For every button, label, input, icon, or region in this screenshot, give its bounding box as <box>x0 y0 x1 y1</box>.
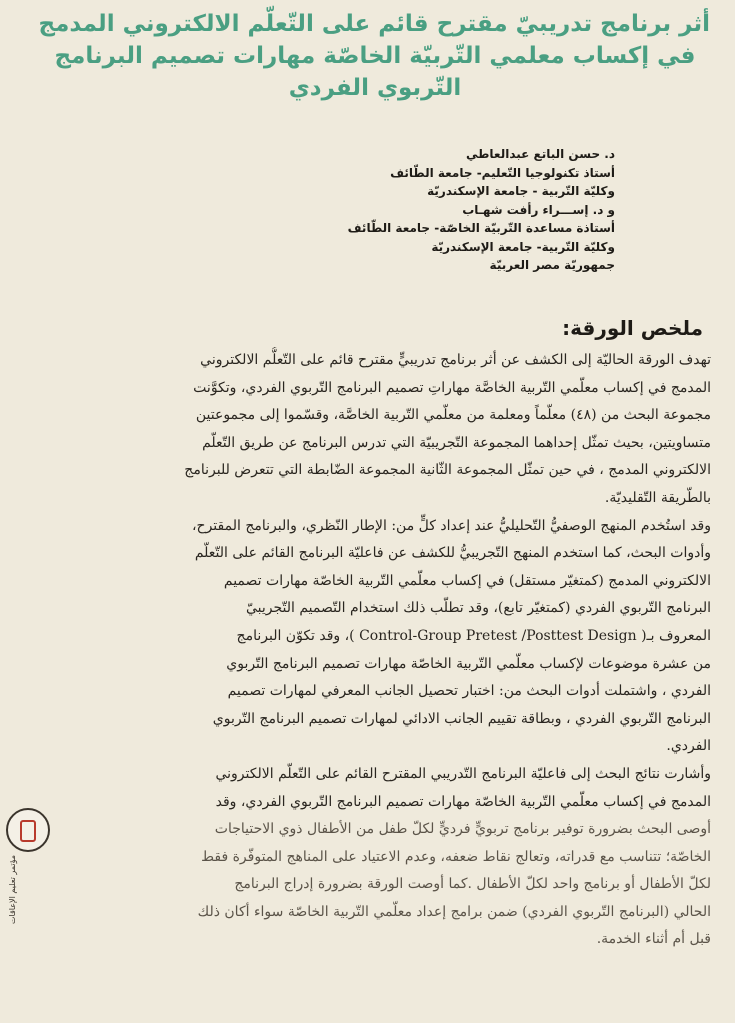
abstract-line: تهدف الورقة الحاليّة إلى الكشف عن أثر برنامج تدريبيٍّ مقترح قائم على التّعلُّم الالكتروني <box>200 352 711 368</box>
abstract-heading: ملخص الورقة: <box>562 316 703 340</box>
author-line: وكليّة التّربية - جامعة الإسكندريّة <box>427 184 615 198</box>
title-line: في إكساب معلمي التّربيّة الخاصّة مهارات تصميم البرنامج <box>54 43 696 69</box>
conference-logo-icon <box>6 808 50 852</box>
abstract-line: المعروف بـ( Control-Group Pretest /Posttest Design )، وقد تكوّن البرنامج <box>236 627 711 644</box>
title-line: التّربوي الفردي <box>288 75 462 101</box>
abstract-line: الالكتروني المدمج (كمتغيّر مستقل) في إكساب معلّمي التّربية الخاصّة مهارات تصميم <box>223 572 711 589</box>
author-block <box>95 145 615 275</box>
abstract-line: المدمج في إكساب معلّمي التّربية الخاصَّة مهاراتِ تصميم البرنامج التّربوي الفردي، وتكوَّنت <box>193 379 711 396</box>
abstract-body <box>43 347 711 954</box>
abstract-line: مجموعة البحث من (٤٨) معلّماً ومعلمة من معلّمي التّربية الخاصَّة، وقسّموا إلى مجموعتين <box>195 407 711 424</box>
author-line: وكليّة التّربية- جامعة الإسكندريّة <box>431 239 615 254</box>
abstract-line: الالكتروني المدمج ، في حين تمثّل المجموعة الثّانية المجموعة الضّابطة التي تتعرض للبرنامج <box>184 462 711 479</box>
author-line: جمهوريّة مصر العربيّة <box>489 258 615 272</box>
abstract-line: الفردي ، واشتملت أدوات البحث من: اختبار تحصيل الجانب المعرفي لمهارات تصميم <box>227 683 711 700</box>
title-line: أثر برنامج تدريبيّ مقترح قائم على التّعلّم الالكتروني المدمج <box>38 11 710 37</box>
spine-text: مؤتمر تعليم الإعاقات <box>8 855 17 925</box>
author-line: د. حسن الباتع عبدالعاطي <box>465 147 615 161</box>
abstract-line: الحالي (البرنامج التّربوي الفردي) ضمن برامج إعداد معلّمي التّربية الخاصّة سواء أكان ذلك <box>197 903 711 920</box>
abstract-line: وقد استُخدم المنهج الوصفيُّ التّحليليُّ عند إعداد كلٍّ من: الإطار النّظري، والبرنامج المقترح، <box>192 517 711 534</box>
abstract-line: أوصى البحث بضرورة توفير برنامج تربويٍّ فرديٍّ لكلّ طفل من الأطفال ذوي الاحتياجات <box>214 821 711 838</box>
abstract-line: البرنامج التّربوي الفردي (كمتغيّر تابع)، وقد تطلّب ذلك استخدام التّصميم التّجريبيّ <box>245 600 711 617</box>
abstract-line: قبل أم أثناء الخدمة. <box>596 931 711 948</box>
logo-mark-icon <box>20 820 36 842</box>
abstract-line: متساويتين، بحيث تمثّل إحداهما المجموعة التّجريبيّة التي تدرس البرنامج عن طريق التّعلّم <box>202 434 711 451</box>
author-line: و د. إســـراء رأفت شهـاب <box>462 202 615 217</box>
paper-title <box>40 8 710 104</box>
abstract-line: وأشارت نتائج البحث إلى فاعليّة البرنامج التّدريبي المقترح القائم على التّعلّم الالكتروني <box>215 765 711 782</box>
abstract-line: لكلّ الأطفال أو برنامج واحد لكلّ الأطفال .كما أوصت الورقة بضرورة إدراج البرنامج <box>234 876 711 893</box>
abstract-line: المدمج في إكساب معلّمي التّربية الخاصّة مهارات تصميم البرنامج التّربوي الفردي، وقد <box>215 793 711 810</box>
abstract-line: الفردي. <box>666 738 711 755</box>
abstract-line: بالطّريقة التّقليديّة. <box>604 489 711 506</box>
abstract-line: الخاصّة؛ تتناسب مع قدراته، وتعالج نقاط ضعفه، وعدم الاعتياد على المناهج المتوفّرة فقط <box>201 848 711 865</box>
abstract-line: البرنامج التّربوي الفردي ، وبطاقة تقييم الجانب الادائي لمهارات تصميم البرنامج التّربوي <box>212 710 711 727</box>
abstract-line: من عشرة موضوعات لإكساب معلّمي التّربية الخاصّة مهارات تصميم البرنامج التّربوي <box>226 655 711 672</box>
abstract-line: وأدوات البحث، كما استخدم المنهج التّجريبيُّ للكشف عن فاعليّة البرنامج القائم على التّعلّم <box>194 545 711 562</box>
author-line: أستاذ تكنولوجيا التّعليم- جامعة الطّائف <box>390 165 615 180</box>
author-line: أستاذة مساعدة التّربيّة الخاصّة- جامعة الطّائف <box>347 221 615 235</box>
